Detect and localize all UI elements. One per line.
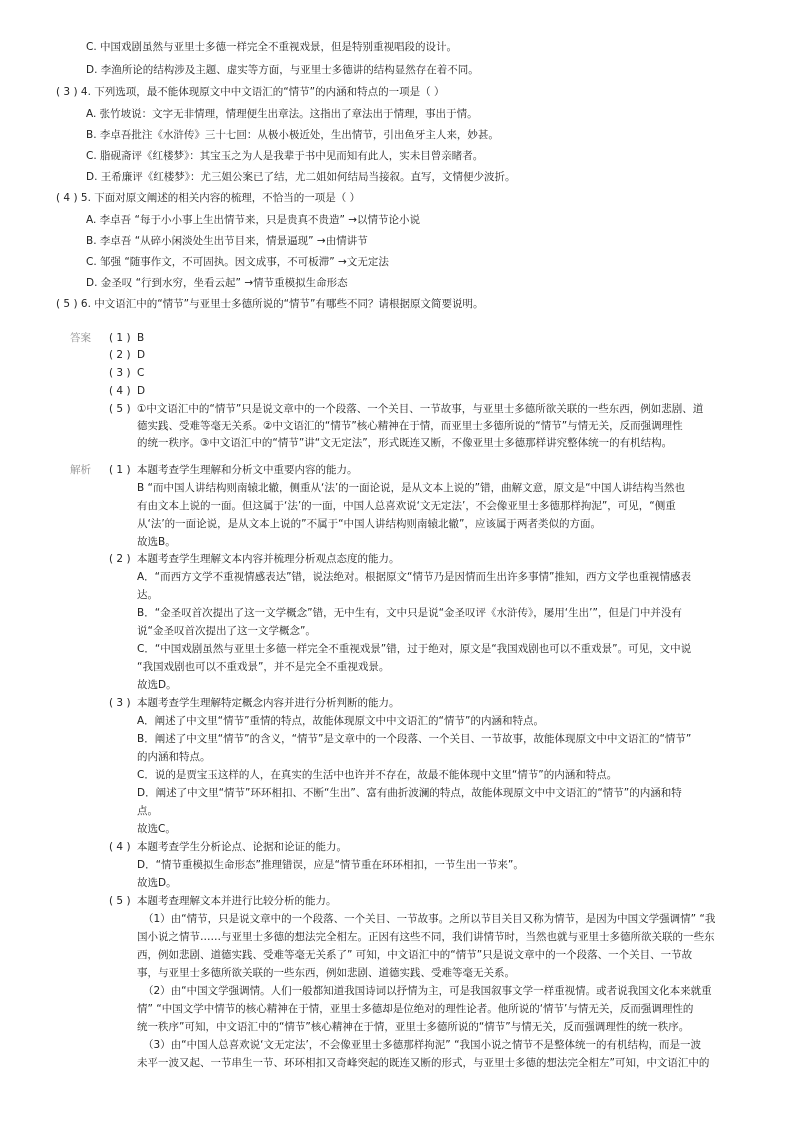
question-5-option-c: C. 邹强 “随事作文，不可固执。因文成事，不可板滞” →文无定法 xyxy=(86,256,389,268)
analysis-text: C．说的是贾宝玉这样的人，在真实的生活中也许并不存在，故最不能体现中文里“情节”的内涵和特点。 xyxy=(137,769,618,781)
analysis-text: 国小说之情节……与亚里士多德的想法完全相左。正因有这些不同，我们讲情节时，当然也就与亚里士多德所欲关联的一些东 xyxy=(137,931,715,943)
answer-number: ( 2 ) xyxy=(109,349,131,361)
analysis-text: 西，例如悲剧、道德实践、受难等毫无关系了” 可知，中文语汇中的“情节”只是说文章中的一个段落、一个关目、一节故 xyxy=(137,949,693,961)
answer-value: C xyxy=(137,367,145,379)
analysis-text: 统一秩序”可知，中文语汇中的“情节”核心精神在于情，亚里士多德所说的“情节”与情无关，反而强调理性的统一秩序。 xyxy=(137,1021,690,1033)
analysis-text: 点。 xyxy=(137,805,158,817)
answer-number: ( 3 ) xyxy=(109,367,131,379)
answer-5-text: 德实践、受难等毫无关系。②中文语汇的“情节”核心精神在于情，而亚里士多德所说的“情节”与情无关，反而强调理性 xyxy=(137,420,683,432)
analysis-text: 本题考查学生理解特定概念内容并进行分析判断的能力。 xyxy=(137,697,400,709)
analysis-text: B．“金圣叹首次提出了这一文学概念”错，无中生有，文中只是说“金圣叹评《水浒传》，屡用‘生出’”，但是门中并没有 xyxy=(137,607,682,619)
analysis-label: 解析 xyxy=(70,464,91,476)
analysis-number: ( 4 ) xyxy=(109,841,131,853)
analysis-text: 故选D。 xyxy=(137,877,177,889)
analysis-text: 情” “中国文学中情节的核心精神在于情，亚里士多德却是位绝对的理性论者。他所说的‘情节’与情无关，反而强调理性的 xyxy=(137,1003,694,1015)
analysis-text: 故选C。 xyxy=(137,823,176,835)
analysis-text: （1）由“情节，只是说文章中的一个段落、一个关目、一节故事。之所以节目关目又称为情节，是因为中国文学强调情” “我 xyxy=(143,913,716,925)
question-4-option-b: B. 李卓吾批注《水浒传》三十七回：从极小极近处，生出情节，引出鱼牙主人来，妙甚。 xyxy=(86,129,499,141)
analysis-text: 事，与亚里士多德所欲关联的一些东西，例如悲剧、道德实践、受难等毫无关系。 xyxy=(137,967,515,979)
analysis-number: ( 2 ) xyxy=(109,553,131,565)
answer-number: ( 5 ) xyxy=(109,403,131,415)
analysis-text: 未平一波又起、一节串生一节、环环相扣又奇峰突起的既连又断的形式，与亚里士多德的想法完全相左”可知，中文语汇中的 xyxy=(137,1057,710,1069)
analysis-number: ( 3 ) xyxy=(109,697,131,709)
analysis-text: 从‘法’的一面论说，是从文本上说的”不属于“中国人讲结构则南辕北辙”，应该属于两者类似的方面。 xyxy=(137,518,601,530)
analysis-text: A．阐述了中文里“情节”重情的特点，故能体现原文中中文语汇的“情节”的内涵和特点。 xyxy=(137,715,544,727)
option-d-text: D. 李渔所论的结构涉及主题、虚实等方面，与亚里士多德讲的结构显然存在着不同。 xyxy=(86,64,479,76)
answer-value: D xyxy=(137,385,146,397)
analysis-text: 有由文本上说的一面。但这属于‘法’的一面，中国人总喜欢说‘文无定法’，不会像亚里士多德那样拘泥”，可见，“侧重 xyxy=(137,500,676,512)
analysis-text: B．阐述了中文里“情节”的含义，“情节”是文章中的一个段落、一个关目、一节故事，故能体现原文中中文语汇的“情节” xyxy=(137,733,692,745)
analysis-number: ( 1 ) xyxy=(109,464,131,476)
analysis-text: D．“情节重模拟生命形态”推理错误，应是“情节重在环环相扣，一节生出一节来”。 xyxy=(137,859,524,871)
analysis-text: 本题考查学生理解和分析文中重要内容的能力。 xyxy=(137,464,358,476)
question-5-option-a: A. 李卓吾 “每于小小事上生出情节来，只是贵真不贵造” →以情节论小说 xyxy=(86,214,421,226)
analysis-text: 的内涵和特点。 xyxy=(137,751,211,763)
question-4-stem: ( 3 ) 4. 下列选项，最不能体现原文中中文语汇的“情节”的内涵和特点的一项是（ ） xyxy=(56,86,445,98)
analysis-text: C．“中国戏剧虽然与亚里士多德一样完全不重视戏景”错，过于绝对，原文是“我国戏剧也可以不重戏景”。可见，文中说 xyxy=(137,643,692,655)
answer-number: ( 1 ) xyxy=(109,332,131,344)
answer-label: 答案 xyxy=(70,332,91,344)
analysis-text: D．阐述了中文里“情节”环环相扣、不断“生出”、富有曲折波澜的特点，故能体现原文中中文语汇的“情节”的内涵和特 xyxy=(137,787,682,799)
question-5-option-d: D. 金圣叹 “行到水穷，坐看云起” →情节重模拟生命形态 xyxy=(86,277,348,289)
analysis-text: 故选D。 xyxy=(137,679,177,691)
analysis-text: 本题考查学生理解文本内容并梳理分析观点态度的能力。 xyxy=(137,553,400,565)
analysis-text: （2）由“中国文学强调情。人们一般都知道我国诗词以抒情为主，可是我国叙事文学一样重视情。或者说我国文化本来就重 xyxy=(143,985,712,997)
answer-5-text: ①中文语汇中的“情节”只是说文章中的一个段落、一个关目、一节故事，与亚里士多德所欲关联的一些东西，例如悲剧、道 xyxy=(137,403,704,415)
question-5-option-b: B. 李卓吾 “从碎小闲淡处生出节目来，情景逼现” →由情讲节 xyxy=(86,235,368,247)
option-c-text: C. 中国戏剧虽然与亚里士多德一样完全不重视戏景，但是特别重视唱段的设计。 xyxy=(86,41,458,53)
analysis-text: “我国戏剧也可以不重戏景”，并不是完全不重视戏景。 xyxy=(137,661,390,673)
question-4-option-a: A. 张竹坡说：文字无非情理，情理便生出章法。这指出了章法出于情理，事出于情。 xyxy=(86,108,478,120)
analysis-text: 达。 xyxy=(137,589,158,601)
answer-value: B xyxy=(137,332,145,344)
analysis-number: ( 5 ) xyxy=(109,895,131,907)
analysis-text: 故选B。 xyxy=(137,536,176,548)
answer-5-text: 的统一秩序。③中文语汇中的“情节”讲“文无定法”，形式既连又断，不像亚里士多德那样讲究整体统一的有机结构。 xyxy=(137,437,673,449)
question-6-stem: ( 5 ) 6. 中文语汇中的“情节”与亚里士多德所说的“情节”有哪些不同？请根据原文简要说明。 xyxy=(56,298,484,310)
analysis-text: B “而中国人讲结构则南辕北辙，侧重从‘法’的一面论说，是从文本上说的”错，曲解文意，原文是“中国人讲结构当然也 xyxy=(137,482,686,494)
answer-value: D xyxy=(137,349,146,361)
answer-number: ( 4 ) xyxy=(109,385,131,397)
analysis-text: 说“金圣叹首次提出了这一文学概念”。 xyxy=(137,625,316,637)
analysis-text: A．“而西方文学不重视情感表达”错，说法绝对。根据原文“情节乃是因情而生出许多事情”推知，西方文学也重视情感表 xyxy=(137,571,691,583)
question-4-option-d: D. 王希廉评《红楼梦》：尤三姐公案已了结，尤二姐如何结局当接叙。直写，文情便少波折。 xyxy=(86,171,516,183)
analysis-text: 本题考查学生分析论点、论据和论证的能力。 xyxy=(137,841,347,853)
analysis-text: （3）由“中国人总喜欢说‘文无定法’，不会像亚里士多德那样拘泥” “我国小说之情节不是整体统一的有机结构，而是一波 xyxy=(143,1039,702,1051)
question-5-stem: ( 4 ) 5. 下面对原文阐述的相关内容的梳理，不恰当的一项是（ ） xyxy=(56,192,361,204)
analysis-text: 本题考查理解文本并进行比较分析的能力。 xyxy=(137,895,337,907)
question-4-option-c: C. 脂砚斋评《红楼梦》：其宝玉之为人是我辈于书中见而知有此人，实未目曾亲睹者。 xyxy=(86,150,484,162)
